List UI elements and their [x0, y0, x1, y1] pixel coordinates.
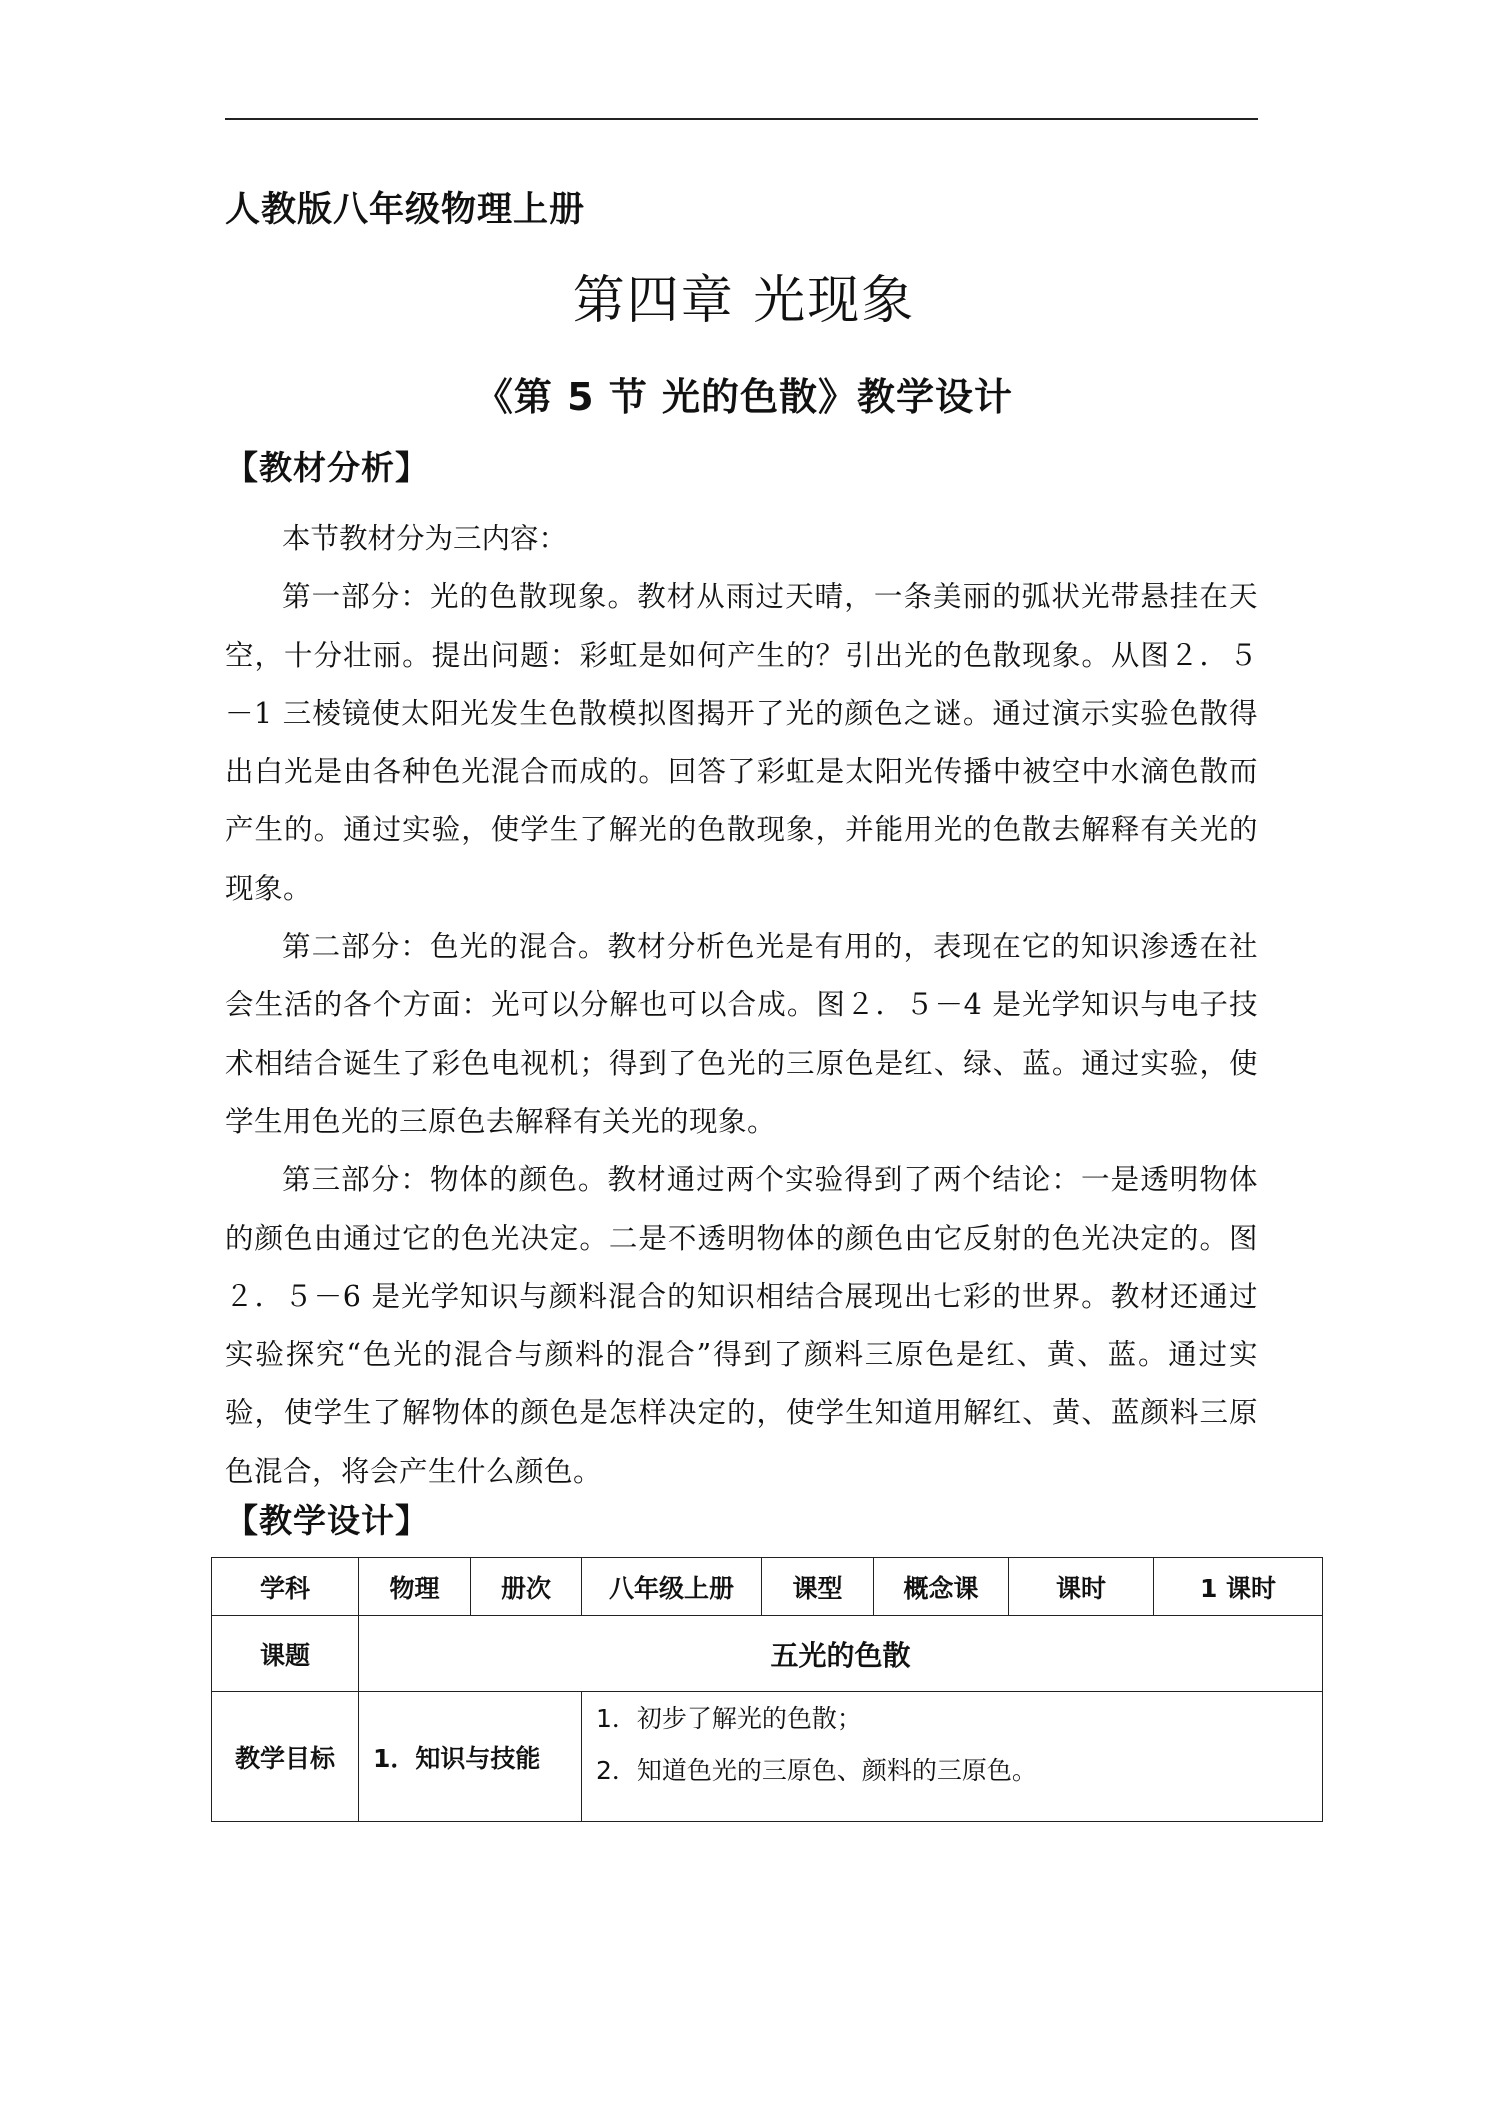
analysis-body	[225, 510, 1258, 1501]
analysis-paragraph: 本节教材分为三内容：	[282, 522, 568, 555]
table-cell: 物理	[359, 1558, 471, 1616]
analysis-heading: 【教材分析】	[225, 448, 429, 487]
analysis-paragraph: 第二部分：色光的混合。教材分析色光是有用的，表现在它的知识渗透在社会生活的各个方面：光可以分解也可以合成。图２．５－4 是光学知识与电子技术相结合诞生了彩色电视机；得到了色光的三原色是红、绿、蓝。通过实验，使学生用色光的三原色去解释有关光的现象。	[225, 930, 1258, 1138]
table-cell: 课型	[762, 1558, 874, 1616]
design-heading: 【教学设计】	[225, 1501, 429, 1540]
goal-item: 1．初步了解光的色散；	[596, 1704, 862, 1733]
book-title: 人教版八年级物理上册	[225, 190, 586, 230]
table-cell: 课时	[1009, 1558, 1154, 1616]
design-table	[211, 1557, 1323, 1822]
goal-subcategory: 1．知识与技能	[359, 1692, 582, 1822]
table-header-row	[212, 1558, 1323, 1616]
analysis-paragraph: 第一部分：光的色散现象。教材从雨过天晴，一条美丽的弧状光带悬挂在天空，十分壮丽。提出问题：彩虹是如何产生的？引出光的色散现象。从图２．５－1 三棱镜使太阳光发生色散模拟图揭开了光的颜色之谜。通过演示实验色散得出白光是由各种色光混合而成的。回答了彩虹是太阳光传播中被空中水滴色散而产生的。通过实验，使学生了解光的色散现象，并能用光的色散去解释有关光的现象。	[225, 580, 1258, 905]
header-rule	[225, 118, 1258, 120]
section-title: 《第 5 节 光的色散》教学设计	[474, 375, 1014, 419]
analysis-paragraph: 第三部分：物体的颜色。教材通过两个实验得到了两个结论：一是透明物体的颜色由通过它的色光决定。二是不透明物体的颜色由它反射的色光决定的。图２．５－6 是光学知识与颜料混合的知识相结合展现出七彩的世界。教材还通过实验探究“色光的混合与颜料的混合”得到了颜料三原色是红、黄、蓝。通过实验，使学生了解物体的颜色是怎样决定的，使学生知道用解红、黄、蓝颜料三原色混合，将会产生什么颜色。	[225, 1163, 1258, 1488]
goal-items	[582, 1692, 1323, 1822]
table-cell: 学科	[212, 1558, 359, 1616]
topic-label: 课题	[212, 1616, 359, 1692]
goal-label: 教学目标	[212, 1692, 359, 1822]
table-row-goals	[212, 1692, 1323, 1822]
table-cell: 册次	[471, 1558, 582, 1616]
table-cell: 八年级上册	[582, 1558, 762, 1616]
table-cell: 1 课时	[1154, 1558, 1323, 1616]
chapter-title: 第四章 光现象	[572, 271, 916, 331]
topic-value: 五光的色散	[359, 1616, 1323, 1692]
table-cell: 概念课	[874, 1558, 1009, 1616]
goal-item: 2．知道色光的三原色、颜料的三原色。	[596, 1756, 1037, 1785]
table-row-topic	[212, 1616, 1323, 1692]
